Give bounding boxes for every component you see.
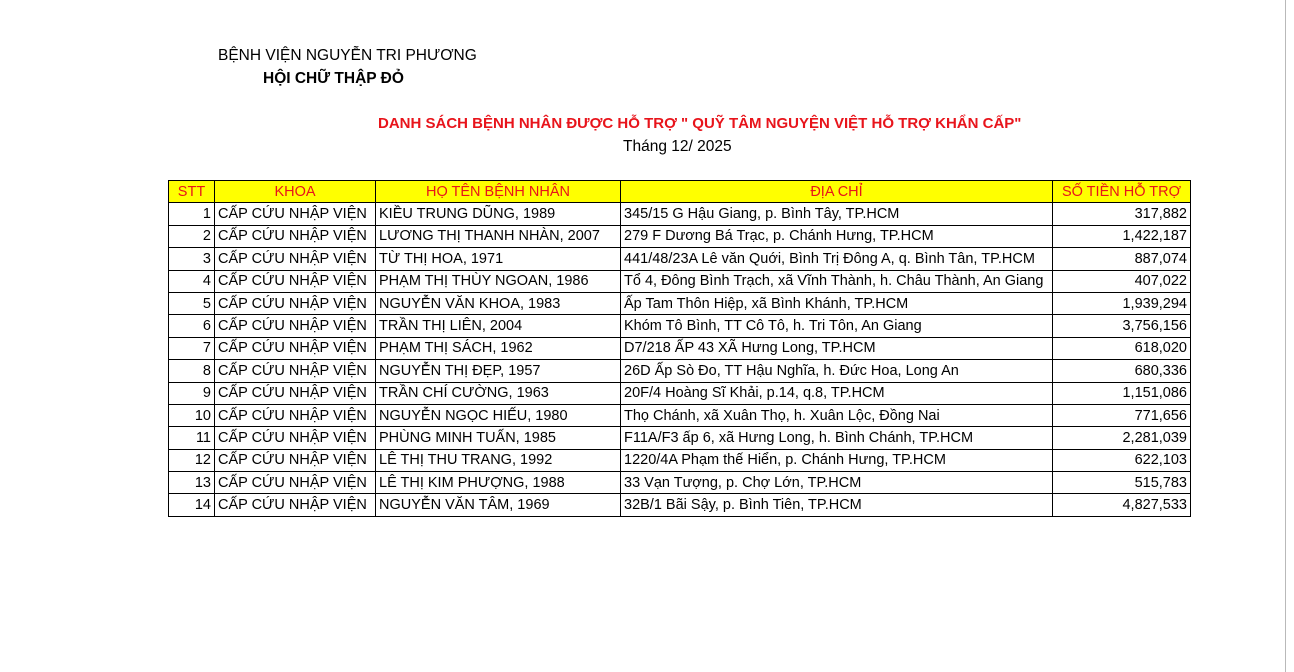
document-title: DANH SÁCH BỆNH NHÂN ĐƯỢC HỖ TRỢ " QUỸ TÂM NGUYỆN VIỆT HỖ TRỢ KHẨN CẤP"	[378, 115, 1022, 132]
patient-table	[168, 180, 1191, 517]
patient-name-cell: PHẠM THỊ SÁCH, 1962	[376, 337, 621, 359]
table-row	[169, 360, 1191, 382]
column-header-support-amount: SỐ TIỀN HỖ TRỢ	[1053, 181, 1191, 203]
department-cell: CẤP CỨU NHẬP VIỆN	[215, 337, 376, 359]
address-cell: 32B/1 Bãi Sậy, p. Bình Tiên, TP.HCM	[621, 494, 1053, 516]
stt-cell: 8	[169, 360, 215, 382]
table-row	[169, 382, 1191, 404]
patient-name-cell: LÊ THỊ THU TRANG, 1992	[376, 449, 621, 471]
stt-cell: 10	[169, 404, 215, 426]
address-cell: 20F/4 Hoàng Sĩ Khải, p.14, q.8, TP.HCM	[621, 382, 1053, 404]
page-edge-divider	[1285, 0, 1286, 672]
stt-cell: 2	[169, 225, 215, 247]
support-amount-cell: 515,783	[1053, 472, 1191, 494]
table-row	[169, 337, 1191, 359]
table-row	[169, 427, 1191, 449]
address-cell: 1220/4A Phạm thế Hiển, p. Chánh Hưng, TP.HCM	[621, 449, 1053, 471]
department-cell: CẤP CỨU NHẬP VIỆN	[215, 270, 376, 292]
department-cell: CẤP CỨU NHẬP VIỆN	[215, 360, 376, 382]
patient-name-cell: PHẠM THỊ THÙY NGOAN, 1986	[376, 270, 621, 292]
support-amount-cell: 771,656	[1053, 404, 1191, 426]
support-amount-cell: 3,756,156	[1053, 315, 1191, 337]
table-row	[169, 315, 1191, 337]
patient-name-cell: NGUYỄN VĂN KHOA, 1983	[376, 292, 621, 314]
support-amount-cell: 887,074	[1053, 248, 1191, 270]
table-row	[169, 248, 1191, 270]
support-amount-cell: 618,020	[1053, 337, 1191, 359]
stt-cell: 9	[169, 382, 215, 404]
department-cell: CẤP CỨU NHẬP VIỆN	[215, 382, 376, 404]
address-cell: 345/15 G Hậu Giang, p. Bình Tây, TP.HCM	[621, 203, 1053, 225]
department-cell: CẤP CỨU NHẬP VIỆN	[215, 315, 376, 337]
patient-name-cell: NGUYỄN THỊ ĐẸP, 1957	[376, 360, 621, 382]
stt-cell: 12	[169, 449, 215, 471]
document-subtitle: Tháng 12/ 2025	[623, 138, 732, 155]
patient-name-cell: NGUYỄN VĂN TÂM, 1969	[376, 494, 621, 516]
patient-name-cell: PHÙNG MINH TUẤN, 1985	[376, 427, 621, 449]
stt-cell: 4	[169, 270, 215, 292]
department-cell: CẤP CỨU NHẬP VIỆN	[215, 494, 376, 516]
hospital-name: BỆNH VIỆN NGUYỄN TRI PHƯƠNG	[218, 47, 477, 64]
address-cell: D7/218 ẤP 43 XÃ Hưng Long, TP.HCM	[621, 337, 1053, 359]
column-header-patient-name: HỌ TÊN BỆNH NHÂN	[376, 181, 621, 203]
column-header-address: ĐỊA CHỈ	[621, 181, 1053, 203]
address-cell: Khóm Tô Bình, TT Cô Tô, h. Tri Tôn, An Giang	[621, 315, 1053, 337]
address-cell: 33 Vạn Tượng, p. Chợ Lớn, TP.HCM	[621, 472, 1053, 494]
table-row	[169, 292, 1191, 314]
support-amount-cell: 4,827,533	[1053, 494, 1191, 516]
support-amount-cell: 1,422,187	[1053, 225, 1191, 247]
address-cell: F11A/F3 ấp 6, xã Hưng Long, h. Bình Chánh, TP.HCM	[621, 427, 1053, 449]
support-amount-cell: 622,103	[1053, 449, 1191, 471]
address-cell: Ấp Tam Thôn Hiệp, xã Bình Khánh, TP.HCM	[621, 292, 1053, 314]
table-row	[169, 494, 1191, 516]
support-amount-cell: 407,022	[1053, 270, 1191, 292]
patient-name-cell: LÊ THỊ KIM PHƯỢNG, 1988	[376, 472, 621, 494]
patient-name-cell: KIỀU TRUNG DŨNG, 1989	[376, 203, 621, 225]
association-name: HỘI CHỮ THẬP ĐỎ	[263, 70, 404, 87]
stt-cell: 3	[169, 248, 215, 270]
support-amount-cell: 1,151,086	[1053, 382, 1191, 404]
address-cell: 441/48/23A Lê văn Quới, Bình Trị Đông A, q. Bình Tân, TP.HCM	[621, 248, 1053, 270]
patient-name-cell: TRẦN THỊ LIÊN, 2004	[376, 315, 621, 337]
patient-name-cell: NGUYỄN NGỌC HIẾU, 1980	[376, 404, 621, 426]
stt-cell: 13	[169, 472, 215, 494]
department-cell: CẤP CỨU NHẬP VIỆN	[215, 449, 376, 471]
table-row	[169, 203, 1191, 225]
department-cell: CẤP CỨU NHẬP VIỆN	[215, 248, 376, 270]
support-amount-cell: 317,882	[1053, 203, 1191, 225]
address-cell: 279 F Dương Bá Trạc, p. Chánh Hưng, TP.HCM	[621, 225, 1053, 247]
address-cell: Thọ Chánh, xã Xuân Thọ, h. Xuân Lộc, Đồng Nai	[621, 404, 1053, 426]
stt-cell: 11	[169, 427, 215, 449]
support-amount-cell: 1,939,294	[1053, 292, 1191, 314]
department-cell: CẤP CỨU NHẬP VIỆN	[215, 225, 376, 247]
department-cell: CẤP CỨU NHẬP VIỆN	[215, 203, 376, 225]
department-cell: CẤP CỨU NHẬP VIỆN	[215, 404, 376, 426]
table-body	[169, 203, 1191, 516]
support-amount-cell: 680,336	[1053, 360, 1191, 382]
stt-cell: 1	[169, 203, 215, 225]
column-header-department: KHOA	[215, 181, 376, 203]
patient-name-cell: LƯƠNG THỊ THANH NHÀN, 2007	[376, 225, 621, 247]
table-header-row	[169, 181, 1191, 203]
patient-name-cell: TRẦN CHÍ CƯỜNG, 1963	[376, 382, 621, 404]
address-cell: Tổ 4, Đông Bình Trạch, xã Vĩnh Thành, h. Châu Thành, An Giang	[621, 270, 1053, 292]
address-cell: 26D Ấp Sò Đo, TT Hậu Nghĩa, h. Đức Hoa, Long An	[621, 360, 1053, 382]
table-row	[169, 449, 1191, 471]
table-row	[169, 225, 1191, 247]
table-row	[169, 270, 1191, 292]
department-cell: CẤP CỨU NHẬP VIỆN	[215, 292, 376, 314]
table-row	[169, 472, 1191, 494]
stt-cell: 5	[169, 292, 215, 314]
department-cell: CẤP CỨU NHẬP VIỆN	[215, 427, 376, 449]
department-cell: CẤP CỨU NHẬP VIỆN	[215, 472, 376, 494]
patient-name-cell: TỪ THỊ HOA, 1971	[376, 248, 621, 270]
table-row	[169, 404, 1191, 426]
column-header-stt: STT	[169, 181, 215, 203]
stt-cell: 7	[169, 337, 215, 359]
support-amount-cell: 2,281,039	[1053, 427, 1191, 449]
stt-cell: 6	[169, 315, 215, 337]
stt-cell: 14	[169, 494, 215, 516]
